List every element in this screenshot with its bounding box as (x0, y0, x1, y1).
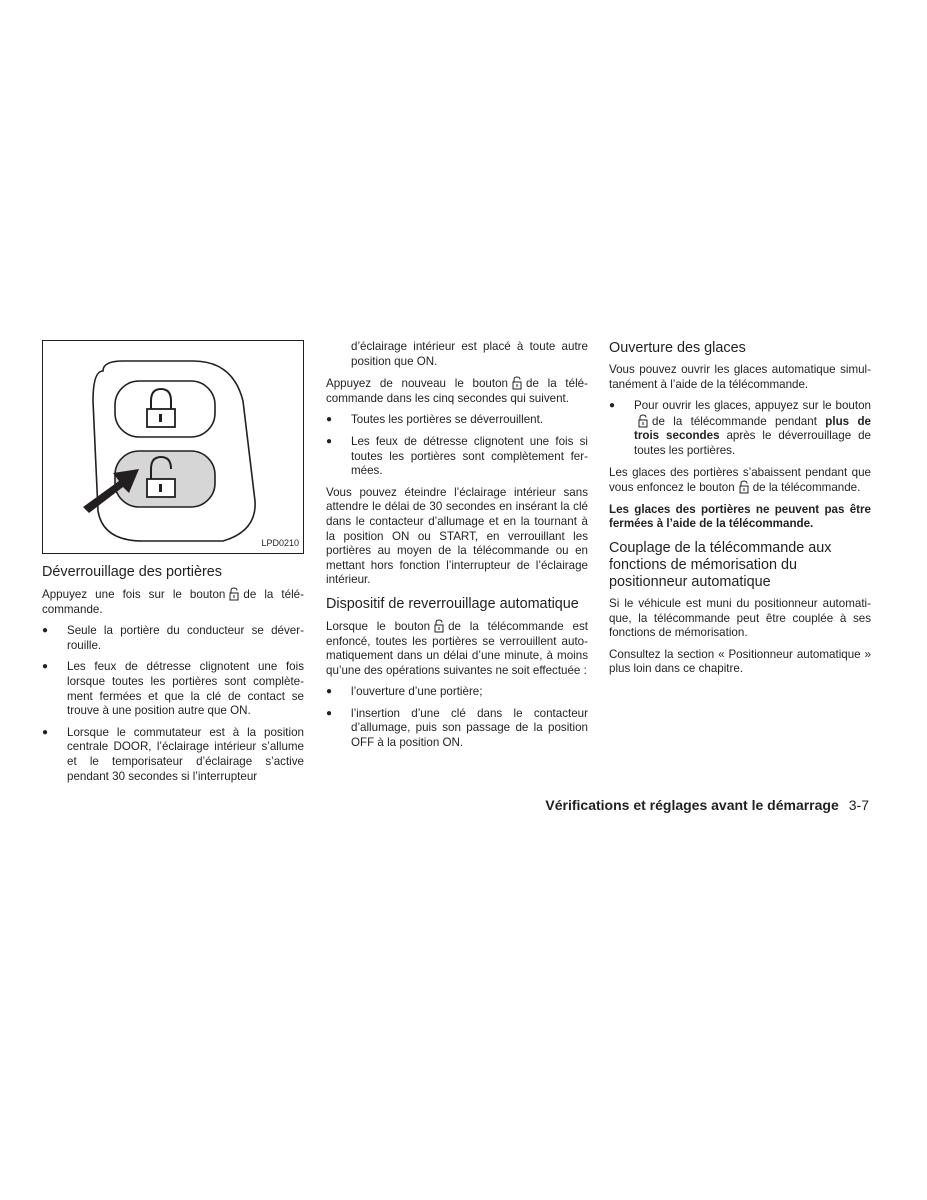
paragraph: Les glaces des portières s’abaissent pendant que vous enfoncez le bouton de la télécommande. (609, 465, 871, 495)
column-3 (609, 340, 871, 684)
unlock-icon (434, 619, 444, 633)
list-item: ● l’insertion d’une clé dans le contacteur d’allumage, puis son passage de la position OFF à la position ON. (326, 707, 588, 751)
section-heading: Déverrouillage des portières (42, 564, 222, 580)
list-item: ● Les feux de détresse clignotent une fois lorsque toutes les portières sont complètement fermées et que la clé de contact se trouve à une position autre que ON. (42, 660, 304, 718)
page-number: 3-7 (848, 797, 869, 813)
paragraph: Si le véhicule est muni du positionneur automatique, la télécommande peut être couplée à ses fonctions de mémorisation. (609, 596, 871, 640)
figure-code: LPD0210 (261, 538, 299, 549)
list-item: ● Lorsque le commutateur est à la position centrale DOOR, l’éclairage intérieur s’allume et le temporisateur d’éclairage s’active pendant 30 secondes si l’interrupteur (42, 726, 304, 784)
list-item: ● Les feux de détresse clignotent une fois si toutes les portières sont complètement fermées. (326, 435, 588, 479)
list-item: ● l’ouverture d’une portière; (326, 685, 588, 700)
column-1 (42, 340, 304, 791)
paragraph: Vous pouvez ouvrir les glaces automatique simultanément à l’aide de la télécommande. (609, 363, 871, 391)
unlock-icon (512, 376, 522, 390)
bullet-list (609, 399, 871, 458)
list-item: ● Seule la portière du conducteur se déverrouille. (42, 624, 304, 653)
bullet-list (326, 685, 588, 750)
paragraph: Consultez la section « Positionneur automatique » plus loin dans ce chapitre. (609, 647, 871, 676)
unlock-icon (638, 414, 648, 428)
unlock-icon (739, 480, 749, 494)
paragraph: Lorsque le bouton de la télécommande est enfoncé, toutes les portières se verrouillent automatiquement dans un délai d’une minute, à moins qu’une des opérations suivantes ne soit effectuée : (326, 619, 589, 677)
section-heading: Ouverture des glaces (609, 340, 746, 356)
continued-text: d’éclairage intérieur est placé à toute autre position que ON. (351, 340, 588, 368)
chapter-title: Vérifications et réglages avant le démarrage (545, 797, 839, 813)
list-item: ● Pour ouvrir les glaces, appuyez sur le boutonde la télécommande pendant plus de trois secondes après le déverrouillage de toutes les portières. (609, 399, 871, 458)
paragraph: Appuyez de nouveau le bouton de la télécommande dans les cinq secondes qui suivent. (326, 377, 588, 405)
column-2 (326, 340, 588, 758)
list-item: ● Toutes les portières se déverrouillent. (326, 413, 588, 428)
bullet-list (326, 413, 588, 478)
paragraph: Appuyez une fois sur le bouton de la télécommande. (42, 588, 304, 616)
page-footer (545, 797, 869, 813)
warning-text: Les glaces des portières ne peuvent pas être fermées à l’aide de la télécommande. (609, 502, 871, 531)
remote-key-figure (42, 340, 304, 554)
paragraph: Vous pouvez éteindre l’éclairage intérieur sans attendre le délai de 30 secondes en insérant la clé dans le contacteur d’allumage et en la tournant à la position ON ou START, en verrouillant les portières au moyen de la télécommande ou en mettant hors fonction l’interrupteur de l’éclairage intérieur. (326, 485, 588, 587)
unlock-icon (229, 587, 239, 601)
remote-fob-illustration (43, 341, 303, 553)
section-heading: Couplage de la télécommande aux fonctions de mémorisation du positionneur automatique (609, 539, 832, 590)
section-heading: Dispositif de reverrouillage automatique (326, 595, 579, 612)
bullet-list (42, 624, 304, 784)
